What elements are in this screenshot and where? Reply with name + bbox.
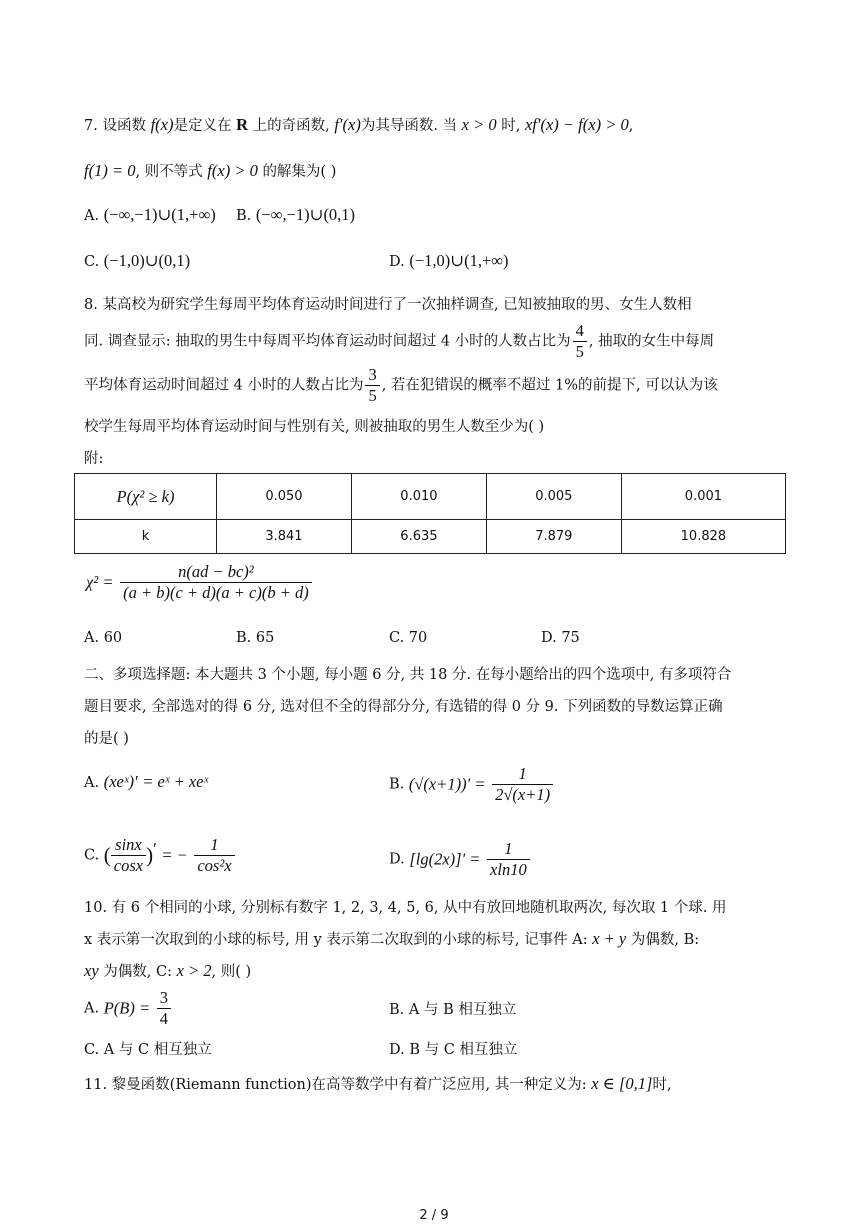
q10-line3: xy 为偶数, C: x > 2, 则( ) xyxy=(84,961,252,980)
table-row xyxy=(75,474,786,520)
table-header-cell: k xyxy=(75,520,217,554)
q10-option-b: B. A 与 B 相互独立 xyxy=(389,1002,517,1018)
q8-option-a: A. 60 xyxy=(84,630,123,646)
q7-option-d: D. (−1,0)∪(1,+∞) xyxy=(389,251,509,270)
q7-option-b: B. (−∞,−1)∪(0,1) xyxy=(236,205,356,224)
table-cell: 3.841 xyxy=(217,520,352,554)
table-cell: 10.828 xyxy=(621,520,785,554)
q9-option-b: B. (√(x+1))′ = $\frac{1}{2√(x+1)}$ xyxy=(389,765,555,804)
chi-square-table xyxy=(74,473,786,554)
q8-line3: 平均体育运动时间超过 4 小时的人数占比为 $\frac{3}{5}$ , 若在犯错误的概率不超过 1%的前提下, 可以认为该 xyxy=(84,365,718,406)
section2-line2: 题目要求, 全部选对的得 6 分, 选对但不全的得部分分, 有选错的得 0 分 9. 下列函数的导数运算正确 xyxy=(84,699,723,715)
table-cell: 0.005 xyxy=(486,474,621,520)
q10-option-a: A. P(B) = $\frac{3}{4}$ xyxy=(84,989,173,1028)
q9-option-d: D. [lg(2x)]′ = $\frac{1}{xln10}$ xyxy=(389,840,532,879)
fraction-4-5: $\frac{4}{5}$ xyxy=(573,322,587,361)
table-cell: 0.050 xyxy=(217,474,352,520)
q10-option-d: D. B 与 C 相互独立 xyxy=(389,1042,518,1058)
q7-option-c: C. (−1,0)∪(0,1) xyxy=(84,251,191,270)
q7-line1: 7. 设函数 f(x)是定义在 R 上的奇函数, f′(x)为其导函数. 当 x > 0 时, xf′(x) − f(x) > 0, xyxy=(84,115,634,134)
q10-option-c: C. A 与 C 相互独立 xyxy=(84,1042,212,1058)
section2-line1: 二、多项选择题: 本大题共 3 个小题, 每小题 6 分, 共 18 分. 在每小题给出的四个选项中, 有多项符合 xyxy=(84,667,732,683)
q9-option-c: C. ( $\frac{\sin x}{\cos x}$ )′ = − $\frac{1}{\text{cos²x}}$ xyxy=(84,836,237,875)
section2-line3: 的是( ) xyxy=(84,731,129,747)
q10-line1: 10. 有 6 个相同的小球, 分别标有数字 1, 2, 3, 4, 5, 6, 从中有放回地随机取两次, 每次取 1 个球. 用 xyxy=(84,900,727,916)
q8-line4: 校学生每周平均体育运动时间与性别有关, 则被抽取的男生人数至少为( ) xyxy=(84,419,545,435)
q7-option-a: A. (−∞,−1)∪(1,+∞) xyxy=(84,205,216,224)
q8-option-c: C. 70 xyxy=(389,630,428,646)
q8-option-d: D. 75 xyxy=(541,630,580,646)
q8-line1: 8. 某高校为研究学生每周平均体育运动时间进行了一次抽样调查, 已知被抽取的男、女生人数相 xyxy=(84,297,692,313)
q8-option-b: B. 65 xyxy=(236,630,275,646)
table-cell: 7.879 xyxy=(486,520,621,554)
q9-option-a: A. (xeˣ)′ = eˣ + xeˣ xyxy=(84,772,209,791)
table-cell: 0.001 xyxy=(621,474,785,520)
table-cell: 6.635 xyxy=(351,520,486,554)
table-cell: 0.010 xyxy=(351,474,486,520)
q8-line2: 同. 调查显示: 抽取的男生中每周平均体育运动时间超过 4 小时的人数占比为 $\frac{4}{5}$ , 抽取的女生中每周 xyxy=(84,321,715,362)
table-header-cell: P(χ² ≥ k) xyxy=(75,474,217,520)
page-number: 2 / 9 xyxy=(419,1208,449,1223)
table-row xyxy=(75,520,786,554)
q11-line1: 11. 黎曼函数(Riemann function)在高等数学中有着广泛应用, 其一种定义为: x ∈ [0,1]时, xyxy=(84,1074,672,1093)
q8-appendix-label: 附: xyxy=(84,451,104,467)
chi-square-formula: χ² = $\frac{\text{n(ad − bc)²}}{(a + b)(c + d)(a + c)(b + d)}$ xyxy=(86,563,314,602)
q7-line2: f(1) = 0, 则不等式 f(x) > 0 的解集为( ) xyxy=(84,161,337,180)
fraction-3-5: $\frac{3}{5}$ xyxy=(365,366,379,405)
q10-line2: x 表示第一次取到的小球的标号, 用 y 表示第二次取到的小球的标号, 记事件 A: x + y 为偶数, B: xyxy=(84,929,700,948)
